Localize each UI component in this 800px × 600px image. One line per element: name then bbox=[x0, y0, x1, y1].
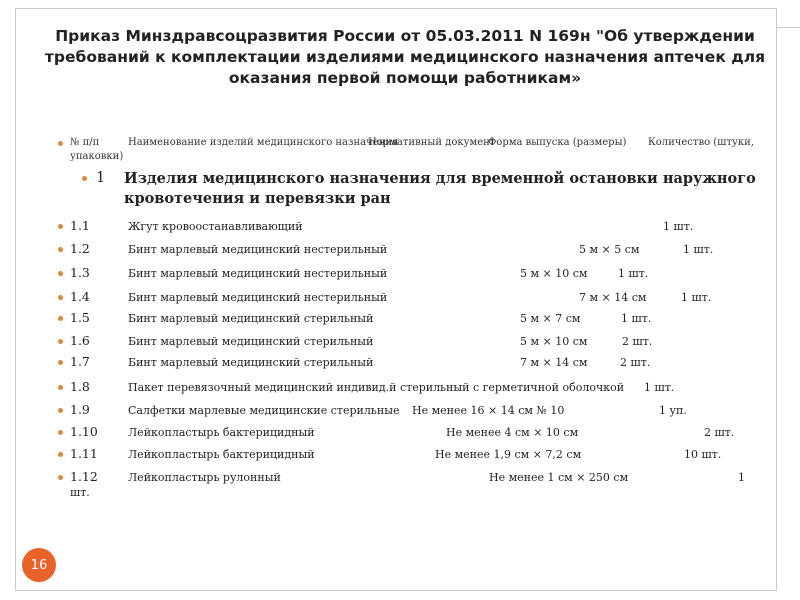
row-size: 5 м × 10 см bbox=[520, 335, 588, 348]
row-number: 1.4 bbox=[70, 289, 90, 304]
header-col-name: Наименование изделий медицинского назначения bbox=[128, 137, 399, 148]
slide-title-line-1: Приказ Минздравсоцразвития России от 05.03.2011 N 169н "Об утверждении bbox=[55, 27, 755, 45]
slide-title-line-3: оказания первой помощи работникам» bbox=[228, 69, 582, 87]
row-name: Бинт марлевый медицинский стерильный bbox=[128, 335, 374, 348]
row-number: 1.11 bbox=[70, 446, 98, 461]
row-name: Лейкопластырь бактерицидный bbox=[128, 448, 315, 461]
row-qty: 10 шт. bbox=[684, 448, 722, 461]
row-number: 1.5 bbox=[70, 310, 90, 325]
row-qty: 1 bbox=[738, 471, 745, 484]
bullet-icon bbox=[58, 430, 63, 435]
row-size: 5 м × 7 см bbox=[520, 312, 581, 325]
bullet-icon bbox=[58, 385, 63, 390]
bullet-icon bbox=[58, 452, 63, 457]
header-col-doc: Нормативный документ bbox=[368, 137, 496, 148]
row-qty-cont: шт. bbox=[70, 486, 90, 499]
row-qty: 1 шт. bbox=[663, 220, 694, 233]
row-size: Не менее 1 см × 250 см bbox=[489, 471, 629, 484]
row-name: Бинт марлевый медицинский нестерильный bbox=[128, 291, 388, 304]
row-name: Пакет перевязочный медицинский индивид.й стерильный с герметичной оболочкой bbox=[128, 381, 625, 394]
bullet-icon bbox=[58, 360, 63, 365]
header-col-qty: Количество (штуки, bbox=[648, 137, 754, 148]
bullet-icon bbox=[82, 176, 87, 181]
slide-corner-decoration bbox=[776, 8, 800, 28]
row-number: 1.3 bbox=[70, 265, 90, 280]
row-name: Бинт марлевый медицинский стерильный bbox=[128, 312, 374, 325]
slide-title-line-2: требований к комплектации изделиями медицинского назначения аптечек для bbox=[44, 48, 766, 66]
section-number: 1 bbox=[96, 170, 106, 186]
row-name: Бинт марлевый медицинский стерильный bbox=[128, 356, 374, 369]
row-name: Бинт марлевый медицинский нестерильный bbox=[128, 243, 388, 256]
row-size: 7 м × 14 см bbox=[520, 356, 588, 369]
row-number: 1.10 bbox=[70, 424, 98, 439]
row-name: Бинт марлевый медицинский нестерильный bbox=[128, 267, 388, 280]
section-title-line-1: Изделия медицинского назначения для временной остановки наружного bbox=[124, 170, 756, 187]
bullet-icon bbox=[58, 475, 63, 480]
header-col-form: Форма выпуска (размеры) bbox=[488, 137, 627, 148]
row-number: 1.6 bbox=[70, 333, 90, 348]
row-name: Лейкопластырь бактерицидный bbox=[128, 426, 315, 439]
bullet-icon bbox=[58, 141, 63, 146]
row-name: Лейкопластырь рулонный bbox=[128, 471, 281, 484]
row-qty: 1 шт. bbox=[683, 243, 714, 256]
row-qty: 1 шт. bbox=[618, 267, 649, 280]
page-number-badge bbox=[22, 548, 56, 582]
row-number: 1.7 bbox=[70, 354, 90, 369]
row-number: 1.12 bbox=[70, 469, 98, 484]
bullet-icon bbox=[58, 224, 63, 229]
row-qty: 2 шт. bbox=[622, 335, 653, 348]
row-qty: 1 уп. bbox=[659, 404, 687, 417]
bullet-icon bbox=[58, 295, 63, 300]
row-size: Не менее 1,9 см × 7,2 см bbox=[435, 448, 582, 461]
row-qty: 2 шт. bbox=[620, 356, 651, 369]
header-col-num: № п/п bbox=[70, 137, 100, 148]
header-col-qty-cont: упаковки) bbox=[70, 151, 124, 162]
bullet-icon bbox=[58, 247, 63, 252]
bullet-icon bbox=[58, 408, 63, 413]
row-qty: 2 шт. bbox=[704, 426, 735, 439]
section-title-line-2: кровотечения и перевязки ран bbox=[124, 190, 391, 207]
row-size: Не менее 4 см × 10 см bbox=[446, 426, 579, 439]
row-size: 7 м × 14 см bbox=[579, 291, 647, 304]
row-size: 5 м × 10 см bbox=[520, 267, 588, 280]
bullet-icon bbox=[58, 316, 63, 321]
row-qty: 1 шт. bbox=[681, 291, 712, 304]
row-name: Салфетки марлевые медицинские стерильные bbox=[128, 404, 400, 417]
bullet-icon bbox=[58, 271, 63, 276]
bullet-icon bbox=[58, 339, 63, 344]
row-size: 5 м × 5 см bbox=[579, 243, 640, 256]
row-number: 1.2 bbox=[70, 241, 90, 256]
row-name: Жгут кровоостанавливающий bbox=[128, 220, 303, 233]
row-number: 1.8 bbox=[70, 379, 90, 394]
row-size: Не менее 16 × 14 см № 10 bbox=[412, 404, 565, 417]
row-qty: 1 шт. bbox=[644, 381, 675, 394]
page-number: 16 bbox=[30, 557, 48, 573]
row-number: 1.9 bbox=[70, 402, 90, 417]
row-number: 1.1 bbox=[70, 218, 90, 233]
row-qty: 1 шт. bbox=[621, 312, 652, 325]
slide-title bbox=[40, 26, 770, 89]
